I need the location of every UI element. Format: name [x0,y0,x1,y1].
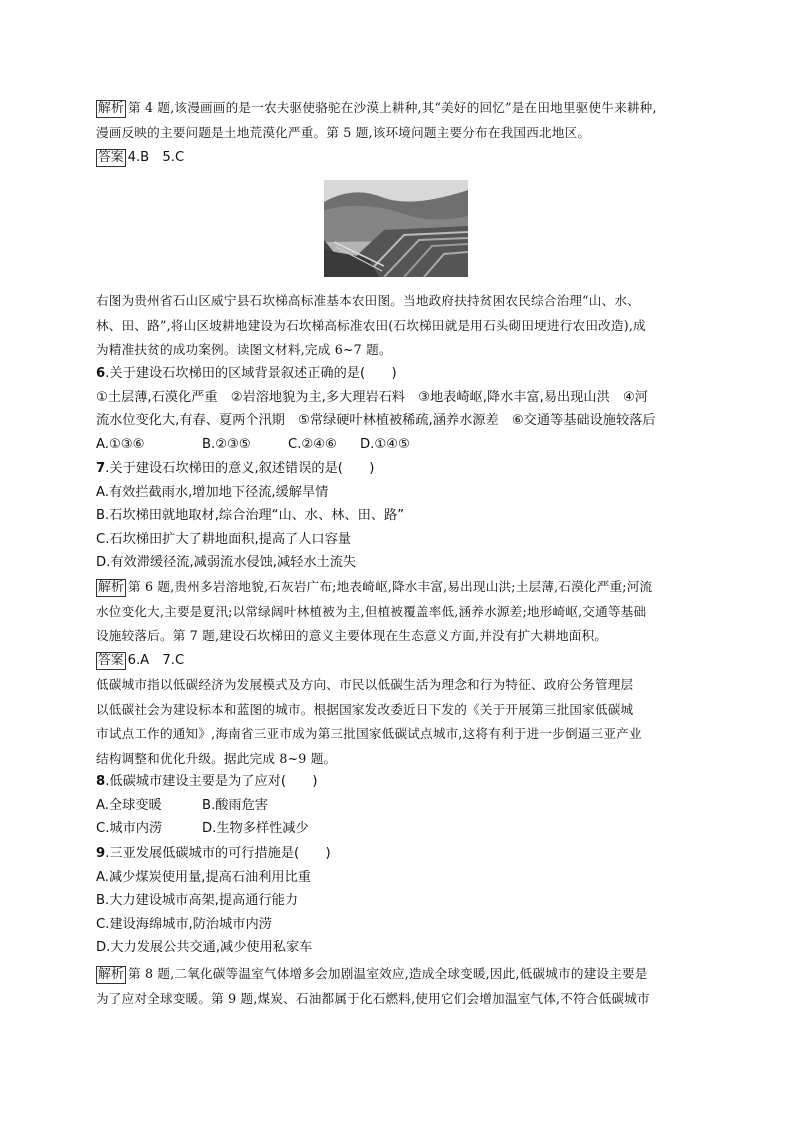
option-d[interactable]: D.生物多样性减少 [202,821,309,836]
material-line: 结构调整和优化升级。据此完成 8~9 题。 [96,750,337,766]
answer-tag: 答案 [98,653,124,668]
material-line: 以低碳社会为建设标本和蓝图的城市。根据国家发改委近日下发的《关于开展第三批国家低碳城 [96,701,634,717]
analysis-text-line: 水位变化大,主要是夏汛;以常绿阔叶林植被为主,但植被覆盖率低,涵养水源差;地形崎岖,交通等基础 [96,603,647,619]
option-a[interactable]: A.全球变暖 [96,797,162,813]
answer-q4-5 [96,146,696,170]
analysis-tag: 解析 [98,101,124,116]
option-c[interactable]: C.石坎梯田扩大了耕地面积,提高了人口容量 [96,531,351,547]
option-a[interactable]: A.有效拦截雨水,增加地下径流,缓解旱情 [96,484,329,500]
option-a[interactable]: A.减少煤炭使用量,提高石油利用比重 [96,869,311,885]
analysis-text-line: 第 6 题,贵州多岩溶地貌,石灰岩广布;地表崎岖,降水丰富,易出现山洪;土层薄,石漠化严重;河流 [128,579,653,594]
material-q6-7 [96,289,696,363]
option-c[interactable]: C.建设海绵城市,防治城市内涝 [96,916,272,932]
option-d[interactable]: D.①④⑤ [360,436,410,452]
analysis-text-line: 为了应对全球变暖。第 9 题,煤炭、石油都属于化石燃料,使用它们会增加温室气体,不符合低碳城市 [96,990,650,1006]
option-b[interactable]: B.②③⑤ [202,436,251,452]
option-b[interactable]: B.酸雨危害 [202,797,268,813]
option-row [96,433,696,457]
question-statement-line: ①土层薄,石漠化严重 ②岩溶地貌为主,多大理岩石料 ③地表崎岖,降水丰富,易出现山洪 ④河 [96,389,648,405]
question-statement-line: 流水位变化大,有春、夏两个汛期 ⑤常绿硬叶林植被稀疏,涵养水源差 ⑥交通等基础设施较落后 [96,413,656,428]
question-8 [96,770,696,841]
analysis-text-line: 漫画反映的主要问题是土地荒漠化严重。第 5 题,该环境问题主要分布在我国西北地区。 [96,124,591,140]
question-7 [96,457,696,575]
material-line: 右图为贵州省石山区威宁县石坎梯高标准基本农田图。当地政府扶持贫困农民综合治理“山、水、 [96,293,640,308]
analysis-q6-7 [96,575,696,649]
answer-text: 6.A 7.C [127,653,185,668]
material-line: 市试点工作的通知》,海南省三亚市成为第三批国家低碳试点城市,这将有利于进一步倒逼三亚产业 [96,726,642,741]
option-b[interactable]: B.大力建设城市高架,提高通行能力 [96,893,299,908]
option-b[interactable]: B.石坎梯田就地取材,综合治理“山、水、林、田、路” [96,508,405,523]
terraced-field-image [324,180,468,277]
question-number: 6 [96,366,106,381]
material-line: 为精准扶贫的成功案例。读图文材料,完成 6~7 题。 [96,342,392,357]
option-a[interactable]: A.①③⑥ [96,436,145,452]
question-stem: .关于建设石坎梯田的区域背景叙述正确的是( ) [105,366,397,381]
option-row [96,817,696,841]
material-line: 低碳城市指以低碳经济为发展模式及方向、市民以低碳生活为理念和行为特征、政府公务管理层 [96,677,634,692]
terraced-field-photo [324,180,468,277]
option-row [96,794,696,818]
option-c[interactable]: C.②④⑥ [288,436,337,452]
analysis-text-line: 第 4 题,该漫画画的是一农夫驱使骆驼在沙漠上耕种,其“美好的回忆”是在田地里驱使牛来耕种, [128,100,657,115]
question-6 [96,362,696,456]
question-stem: .关于建设石坎梯田的意义,叙述错误的是( ) [105,461,375,476]
question-stem: .低碳城市建设主要是为了应对( ) [105,774,318,789]
question-number: 7 [96,461,106,476]
answer-text: 4.B 5.C [127,150,185,165]
option-d[interactable]: D.大力发展公共交通,减少使用私家车 [96,940,313,955]
answer-q6-7 [96,649,696,673]
question-number: 8 [96,774,106,789]
analysis-text-line: 设施较落后。第 7 题,建设石坎梯田的意义主要体现在生态意义方面,并没有扩大耕地面积。 [96,628,608,643]
material-q8-9 [96,673,696,771]
question-number: 9 [96,846,106,861]
option-d[interactable]: D.有效滞缓径流,减弱流水侵蚀,减轻水土流失 [96,555,357,570]
answer-tag: 答案 [98,150,124,165]
analysis-q8-9 [96,962,696,1011]
option-c[interactable]: C.城市内涝 [96,821,163,836]
analysis-q4-5 [96,96,696,145]
question-stem: .三亚发展低碳城市的可行措施是( ) [105,846,331,861]
material-line: 林、田、路”,将山区坡耕地建设为石坎梯高标准农田(石坎梯田就是用石头砌田埂进行农田改造),成 [96,317,646,333]
analysis-text-line: 第 8 题,二氧化碳等温室气体增多会加剧温室效应,造成全球变暖,因此,低碳城市的建设主要是 [128,966,648,981]
analysis-tag: 解析 [98,967,124,982]
analysis-tag: 解析 [98,580,124,595]
question-9 [96,842,696,960]
